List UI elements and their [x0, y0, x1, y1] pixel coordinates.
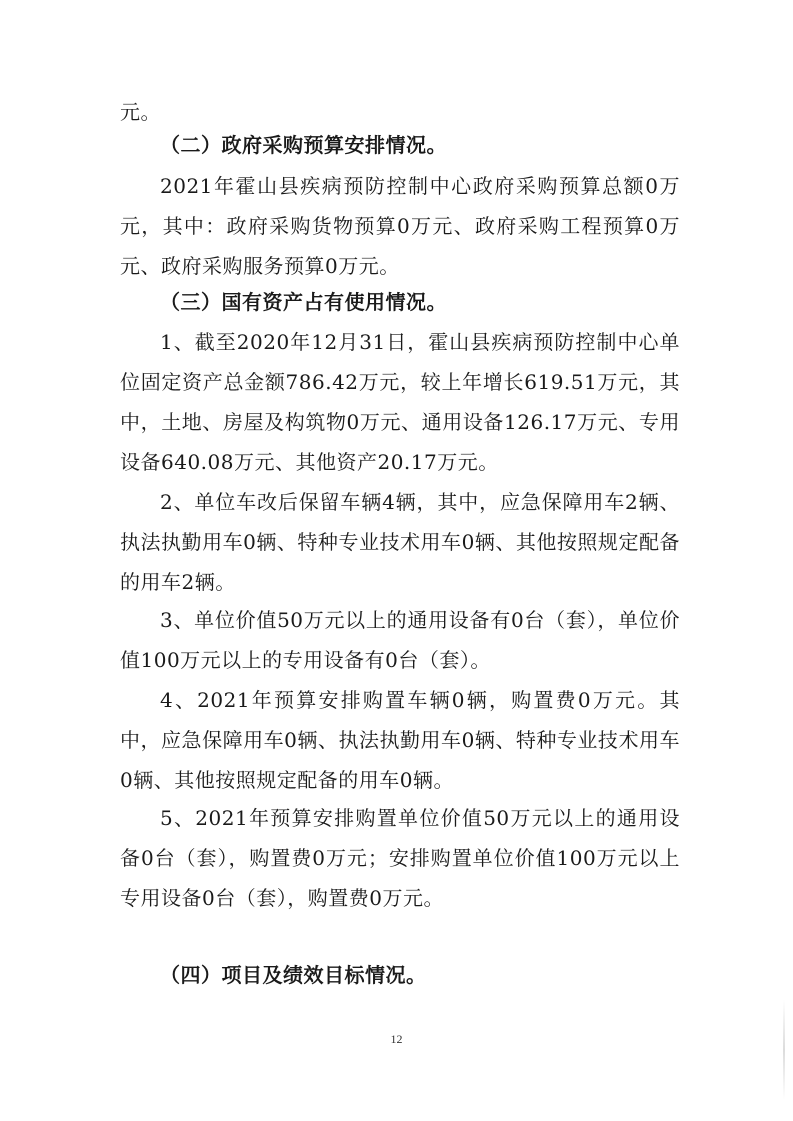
- asset-item-3: 3、单位价值50万元以上的通用设备有0台（套），单位价值100万元以上的专用设备有0台（套）。: [120, 608, 680, 672]
- asset-item-1: 1、截至2020年12月31日，霍山县疾病预防控制中心单位固定资产总金额786.42万元，较上年增长619.51万元，其中，土地、房屋及构筑物0万元、通用设备126.17万元、专用设备640.08万元、其他资产20.17万元。: [120, 330, 680, 474]
- page-number: 12: [390, 1032, 403, 1046]
- asset-item-5: 5、2021年预算安排购置单位价值50万元以上的通用设备0台（套），购置费0万元；安排购置单位价值100万元以上专用设备0台（套），购置费0万元。: [120, 806, 680, 910]
- section-heading-assets: （三）国有资产占有使用情况。: [160, 290, 447, 314]
- asset-item-2: 2、单位车改后保留车辆4辆，其中，应急保障用车2辆、执法执勤用车0辆、特种专业技术用车0辆、其他按照规定配备的用车2辆。: [120, 490, 680, 594]
- procurement-paragraph: 2021年霍山县疾病预防控制中心政府采购预算总额0万元，其中：政府采购货物预算0万元、政府采购工程预算0万元、政府采购服务预算0万元。: [120, 174, 680, 278]
- asset-item-4: 4、2021年预算安排购置车辆0辆，购置费0万元。其中，应急保障用车0辆、执法执勤用车0辆、特种专业技术用车0辆、其他按照规定配备的用车0辆。: [120, 688, 680, 792]
- section-heading-projects: （四）项目及绩效目标情况。: [160, 963, 427, 987]
- scan-edge-shadow: [783, 1000, 785, 1100]
- section-heading-procurement: （二）政府采购预算安排情况。: [160, 133, 447, 157]
- continuation-text: 元。: [120, 100, 161, 124]
